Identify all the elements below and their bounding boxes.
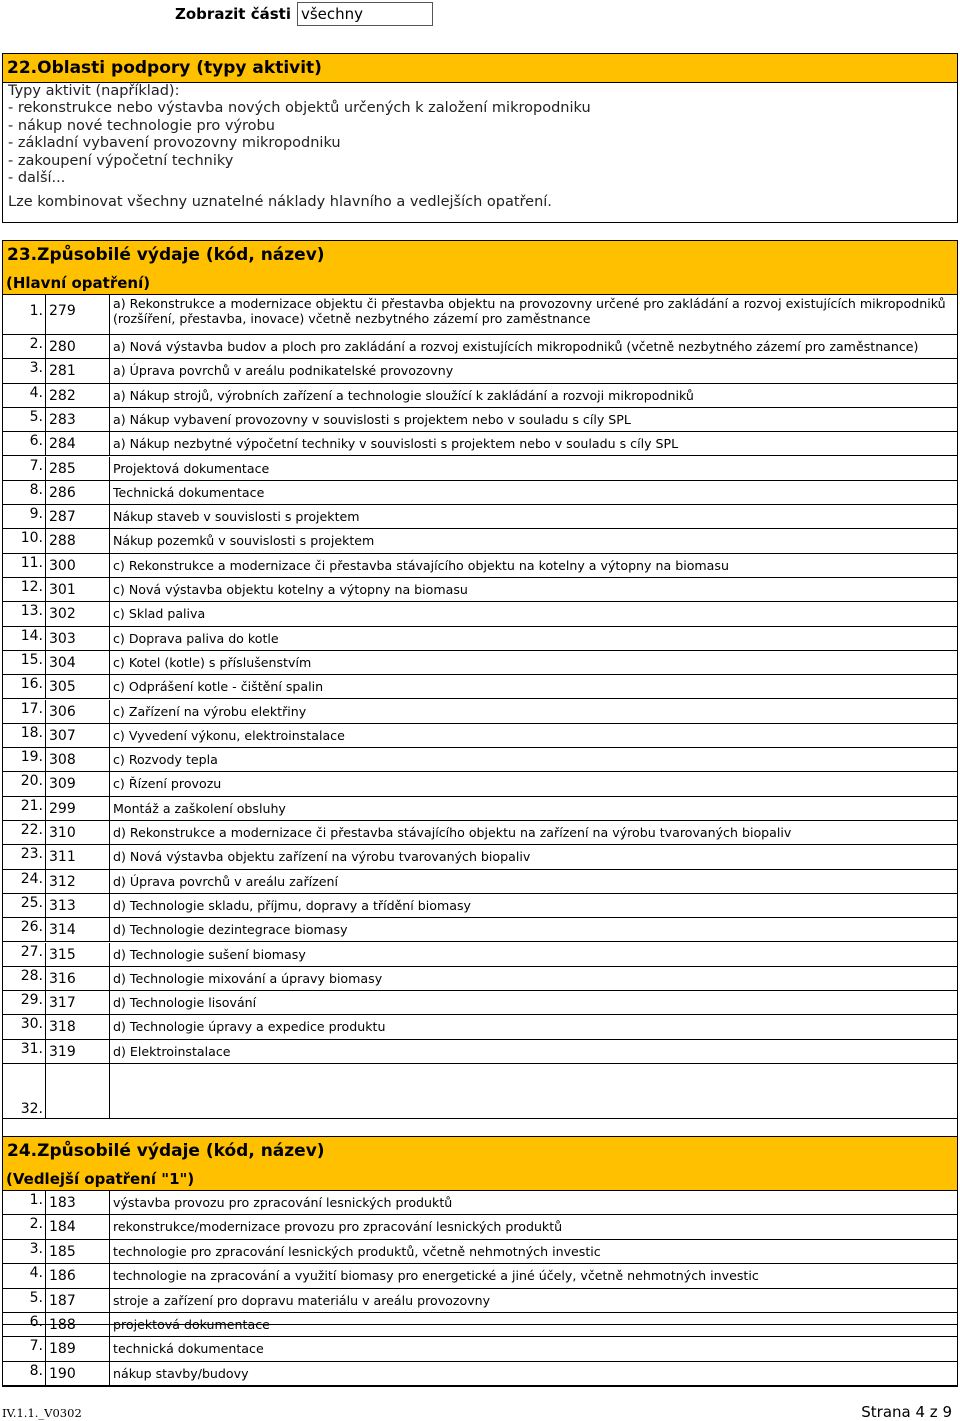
row-number: 6. xyxy=(3,432,46,456)
table-row xyxy=(3,1264,957,1288)
table-row xyxy=(3,797,957,821)
table-row xyxy=(3,845,957,869)
part-filter-select[interactable]: všechny xyxy=(297,2,433,26)
row-number: 9. xyxy=(3,505,46,529)
table-row xyxy=(3,432,957,456)
row-number: 3. xyxy=(3,359,46,383)
row-number: 2. xyxy=(3,1215,46,1239)
row-code: 186 xyxy=(46,1264,110,1288)
row-description: Nákup staveb v souvislosti s projektem xyxy=(110,505,957,529)
section-24 xyxy=(2,1136,958,1387)
table-row xyxy=(3,1215,957,1239)
row-code: 185 xyxy=(46,1240,110,1264)
part-filter-label: Zobrazit části xyxy=(175,5,291,23)
row-description: c) Doprava paliva do kotle xyxy=(110,627,957,651)
section-22-line: - nákup nové technologie pro výrobu xyxy=(8,117,275,134)
row-code: 302 xyxy=(46,602,110,626)
row-code: 283 xyxy=(46,408,110,432)
row-description: a) Nákup strojů, výrobních zařízení a technologie sloužící k zakládání a rozvoji mikropodniků xyxy=(110,384,957,408)
row-code: 301 xyxy=(46,578,110,602)
row-code: 313 xyxy=(46,894,110,918)
row-number: 5. xyxy=(3,408,46,432)
row-number: 15. xyxy=(3,651,46,675)
row-code: 319 xyxy=(46,1040,110,1064)
row-code: 315 xyxy=(46,943,110,967)
row-code: 183 xyxy=(46,1191,110,1215)
row-number: 3. xyxy=(3,1240,46,1264)
row-description: c) Vyvedení výkonu, elektroinstalace xyxy=(110,724,957,748)
row-number: 7. xyxy=(3,1337,46,1361)
section-22-line: Lze kombinovat všechny uznatelné náklady hlavního a vedlejších opatření. xyxy=(8,194,552,211)
row-number: 30. xyxy=(3,1015,46,1039)
row-number: 21. xyxy=(3,797,46,821)
row-description: d) Elektroinstalace xyxy=(110,1040,957,1064)
row-number: 16. xyxy=(3,675,46,699)
row-code: 288 xyxy=(46,529,110,553)
row-description: a) Nákup nezbytné výpočetní techniky v souvislosti s projektem nebo v souladu s cíly SPL xyxy=(110,432,957,456)
row-code: 317 xyxy=(46,991,110,1015)
table-row xyxy=(3,1313,957,1337)
row-description: c) Rekonstrukce a modernizace či přestavba stávajícího objektu na kotelny a výtopny na biomasu xyxy=(110,554,957,578)
row-description: Montáž a zaškolení obsluhy xyxy=(110,797,957,821)
table-row xyxy=(3,295,957,335)
row-number: 19. xyxy=(3,748,46,772)
row-number: 29. xyxy=(3,991,46,1015)
row-code: 308 xyxy=(46,748,110,772)
row-description: d) Technologie mixování a úpravy biomasy xyxy=(110,967,957,991)
row-number: 12. xyxy=(3,578,46,602)
row-code: 187 xyxy=(46,1289,110,1313)
row-description: stroje a zařízení pro dopravu materiálu v areálu provozovny xyxy=(110,1289,957,1313)
row-code: 282 xyxy=(46,384,110,408)
row-number: 14. xyxy=(3,627,46,651)
row-description: d) Rekonstrukce a modernizace či přestavba stávajícího objektu na zařízení na výrobu tvarovaných biopaliv xyxy=(110,821,957,845)
table-row xyxy=(3,1337,957,1361)
table-row xyxy=(3,481,957,505)
row-number: 1. xyxy=(3,295,46,335)
table-row xyxy=(3,1289,957,1313)
row-code: 189 xyxy=(46,1337,110,1361)
table-row xyxy=(3,651,957,675)
table-row xyxy=(3,408,957,432)
table-row xyxy=(3,505,957,529)
row-number: 2. xyxy=(3,335,46,359)
row-number: 27. xyxy=(3,943,46,967)
table-row xyxy=(3,918,957,942)
section-23-title: 23.Způsobilé výdaje (kód, název) xyxy=(3,241,957,271)
row-description: a) Rekonstrukce a modernizace objektu či přestavba objektu na provozovny určené pro zakládání a rozvoj existujících mikropodniků (rozšíření, přestavba, inovace) včetně nezbytného zázemí pro zaměstnance xyxy=(110,295,957,335)
part-filter xyxy=(175,2,433,26)
row-code: 280 xyxy=(46,335,110,359)
row-code: 316 xyxy=(46,967,110,991)
table-row xyxy=(3,554,957,578)
row-code: 303 xyxy=(46,627,110,651)
row-description: c) Zařízení na výrobu elektřiny xyxy=(110,700,957,724)
row-description: projektová dokumentace xyxy=(110,1313,957,1337)
table-row xyxy=(3,675,957,699)
row-description: technická dokumentace xyxy=(110,1337,957,1361)
row-number: 18. xyxy=(3,724,46,748)
table-row xyxy=(3,1191,957,1215)
table-row xyxy=(3,991,957,1015)
row-number: 5. xyxy=(3,1289,46,1313)
row-code xyxy=(46,1064,110,1119)
row-number: 10. xyxy=(3,529,46,553)
table-row xyxy=(3,529,957,553)
row-description: c) Sklad paliva xyxy=(110,602,957,626)
row-description: d) Technologie sušení biomasy xyxy=(110,943,957,967)
table-row xyxy=(3,1015,957,1039)
table-row xyxy=(3,627,957,651)
row-description: c) Řízení provozu xyxy=(110,772,957,796)
form-code: IV.1.1._V0302 xyxy=(2,1406,82,1420)
table-row xyxy=(3,870,957,894)
table-row xyxy=(3,602,957,626)
section-22-line: - zakoupení výpočetní techniky xyxy=(8,152,234,169)
row-code: 314 xyxy=(46,918,110,942)
row-number: 23. xyxy=(3,845,46,869)
row-number: 4. xyxy=(3,384,46,408)
section-22-line: Typy aktivit (například): xyxy=(8,83,180,99)
row-number: 8. xyxy=(3,481,46,505)
row-code: 304 xyxy=(46,651,110,675)
row-code: 306 xyxy=(46,700,110,724)
section-23-subtitle: (Hlavní opatření) xyxy=(3,271,957,295)
table-row xyxy=(3,967,957,991)
row-number: 20. xyxy=(3,772,46,796)
section-22-line: - rekonstrukce nebo výstavba nových objektů určených k založení mikropodniku xyxy=(8,100,591,117)
row-description: d) Technologie skladu, příjmu, dopravy a třídění biomasy xyxy=(110,894,957,918)
table-row xyxy=(3,724,957,748)
table-row xyxy=(3,1362,957,1386)
table-row xyxy=(3,772,957,796)
row-code: 309 xyxy=(46,772,110,796)
row-description: d) Úprava povrchů v areálu zařízení xyxy=(110,870,957,894)
row-description: c) Odprášení kotle - čištění spalin xyxy=(110,675,957,699)
row-code: 184 xyxy=(46,1215,110,1239)
row-code: 284 xyxy=(46,432,110,456)
row-code: 286 xyxy=(46,481,110,505)
row-description: a) Úprava povrchů v areálu podnikatelské provozovny xyxy=(110,359,957,383)
row-description: a) Nová výstavba budov a ploch pro zakládání a rozvoj existujících mikropodniků (včetně nezbytného zázemí pro zaměstnance) xyxy=(110,335,957,359)
table-row xyxy=(3,335,957,359)
page-number: Strana 4 z 9 xyxy=(861,1403,952,1421)
row-number: 4. xyxy=(3,1264,46,1288)
row-description xyxy=(110,1064,957,1119)
row-description: d) Technologie úpravy a expedice produktu xyxy=(110,1015,957,1039)
row-number: 25. xyxy=(3,894,46,918)
section-24-subtitle: (Vedlejší opatření "1") xyxy=(3,1167,957,1191)
row-number: 28. xyxy=(3,967,46,991)
row-code: 311 xyxy=(46,845,110,869)
table-row xyxy=(3,1064,957,1119)
table-row xyxy=(3,578,957,602)
row-code: 310 xyxy=(46,821,110,845)
row-description: d) Nová výstavba objektu zařízení na výrobu tvarovaných biopaliv xyxy=(110,845,957,869)
row-code: 300 xyxy=(46,554,110,578)
row-number: 26. xyxy=(3,918,46,942)
row-number: 13. xyxy=(3,602,46,626)
row-code: 305 xyxy=(46,675,110,699)
row-number: 1. xyxy=(3,1191,46,1215)
row-description: c) Kotel (kotle) s příslušenstvím xyxy=(110,651,957,675)
row-code: 307 xyxy=(46,724,110,748)
row-description: technologie na zpracování a využití biomasy pro energetické a jiné účely, včetně nehmotných investic xyxy=(110,1264,957,1288)
section-22-line: - základní vybavení provozovny mikropodniku xyxy=(8,135,341,152)
table-row xyxy=(3,1240,957,1264)
row-description: Projektová dokumentace xyxy=(110,457,957,481)
table-row xyxy=(3,821,957,845)
row-code: 312 xyxy=(46,870,110,894)
row-description: Technická dokumentace xyxy=(110,481,957,505)
table-row xyxy=(3,359,957,383)
row-description: a) Nákup vybavení provozovny v souvislosti s projektem nebo v souladu s cíly SPL xyxy=(110,408,957,432)
row-description: rekonstrukce/modernizace provozu pro zpracování lesnických produktů xyxy=(110,1215,957,1239)
row-number: 31. xyxy=(3,1040,46,1064)
row-number: 8. xyxy=(3,1362,46,1386)
row-number: 7. xyxy=(3,457,46,481)
table-row xyxy=(3,943,957,967)
row-code: 287 xyxy=(46,505,110,529)
row-description: Nákup pozemků v souvislosti s projektem xyxy=(110,529,957,553)
row-description: d) Technologie dezintegrace biomasy xyxy=(110,918,957,942)
row-code: 190 xyxy=(46,1362,110,1386)
row-description: c) Rozvody tepla xyxy=(110,748,957,772)
table-row xyxy=(3,894,957,918)
section-24-title: 24.Způsobilé výdaje (kód, název) xyxy=(3,1137,957,1167)
section-22-line: - další... xyxy=(8,170,66,187)
row-code: 285 xyxy=(46,457,110,481)
row-number: 6. xyxy=(3,1313,46,1337)
row-code: 281 xyxy=(46,359,110,383)
table-row xyxy=(3,700,957,724)
row-description: c) Nová výstavba objektu kotelny a výtopny na biomasu xyxy=(110,578,957,602)
row-description: technologie pro zpracování lesnických produktů, včetně nehmotných investic xyxy=(110,1240,957,1264)
section-22-body xyxy=(2,83,958,223)
row-number: 22. xyxy=(3,821,46,845)
table-row xyxy=(3,748,957,772)
row-number: 17. xyxy=(3,700,46,724)
row-code: 299 xyxy=(46,797,110,821)
row-description: nákup stavby/budovy xyxy=(110,1362,957,1386)
row-description: výstavba provozu pro zpracování lesnických produktů xyxy=(110,1191,957,1215)
row-code: 318 xyxy=(46,1015,110,1039)
table-row xyxy=(3,1040,957,1064)
table-row xyxy=(3,384,957,408)
table-row xyxy=(3,457,957,481)
row-number: 11. xyxy=(3,554,46,578)
row-number: 24. xyxy=(3,870,46,894)
row-description: d) Technologie lisování xyxy=(110,991,957,1015)
row-number: 32. xyxy=(3,1064,46,1119)
row-code: 279 xyxy=(46,295,110,335)
row-code: 188 xyxy=(46,1313,110,1337)
section-22-title: 22.Oblasti podpory (typy aktivit) xyxy=(2,53,958,83)
